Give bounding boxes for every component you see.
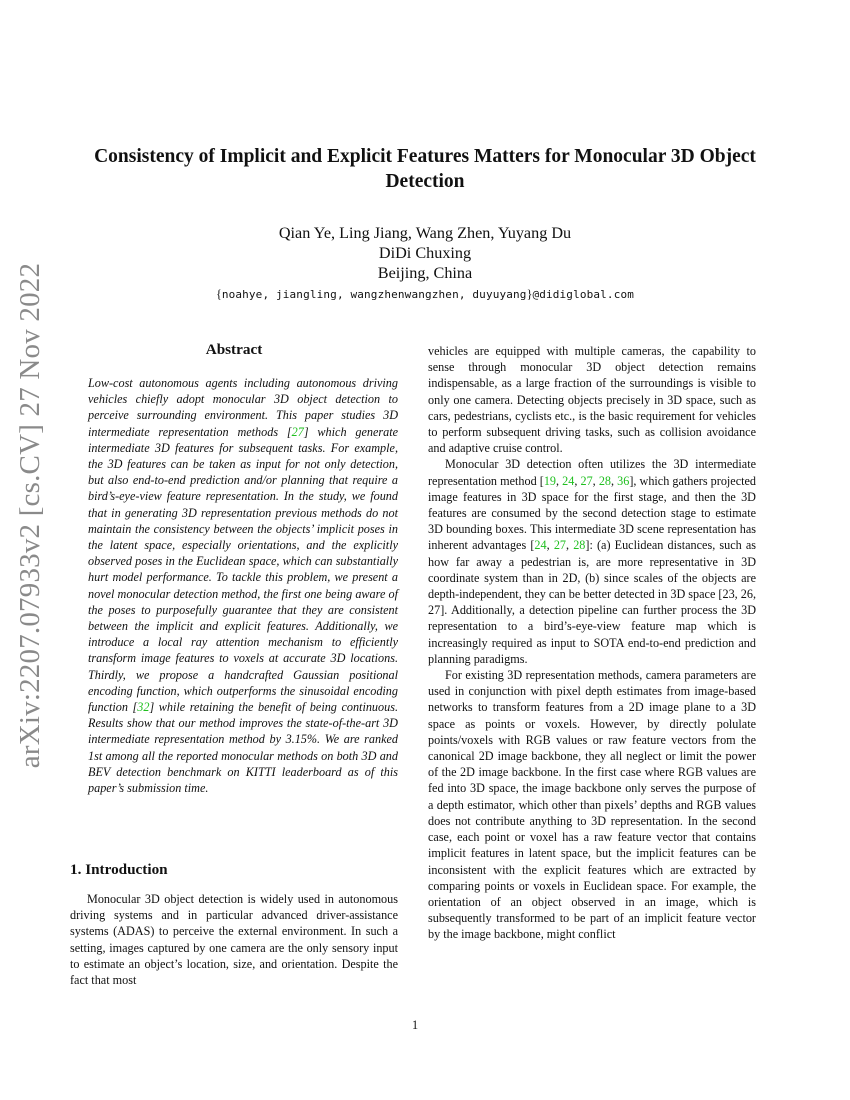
introduction-paragraph: Monocular 3D object detection is widely used in autonomous driving systems and in particular advanced driver-assistance systems (ADAS) to perceive the external environment. In such a setting, images captured by one camera are the only sensory input to estimate an object’s location, size, and orientation. Despite the fact that most xyxy=(70,892,398,988)
citation-link[interactable]: 36 xyxy=(617,473,630,488)
email-domain: @didiglobal.com xyxy=(532,288,635,301)
abstract-text-part: ] while retaining the benefit of being continuous. Results show that our method improves the state-of-the-art 3D intermediate representation method by 3.15%. We are ranked 1st among all the reported monocular methods on both 3D and BEV detection benchmark on KITTI leaderboard as of this paper’s submission time. xyxy=(88,700,398,796)
author-block xyxy=(60,224,790,283)
paragraph-text-part: ]: (a) Euclidean distances, such as how far away a pedestrian is, are more representative in 3D coordinate system than in 2D, (b) since scales of the objects are depth-independent, they can be better detected in 3D space [23, 26, 27]. Additionally, a detection pipeline can further process the 3D representation to a bird’s-eye-view feature map which is increasingly required as input to SOTA end-to-end prediction and planning paradigms. xyxy=(428,538,757,666)
right-column xyxy=(428,343,756,943)
arxiv-stamp xyxy=(5,262,57,768)
abstract-text-part: ] which generate intermediate 3D features for subsequent tasks. For example, the 3D features can be taken as input for not only detection, but also end-to-end prediction and/or planning that require a bird’s-eye-view feature representation. In the study, we found that in generating 3D representation previous methods do not maintain the consistency between the objects’ implicit poses in the latent space, especially orientations, and the explicitly observed poses in the Euclidean space, which can substantially hurt model performance. To tackle this problem, we present a novel monocular detection method, the first one being aware of the poses to purposefully guarantee that they are consistent between the implicit and explicit features. Additionally, we introduce a local ray attention mechanism to efficiently transform image features to voxels at accurate 3D locations. Thirdly, we propose a handcrafted Gaussian positional encoding function, which outperforms the sinusoidal encoding function [ xyxy=(88,424,399,715)
citation-link[interactable]: 32 xyxy=(137,700,150,715)
author-names: Qian Ye, Ling Jiang, Wang Zhen, Yuyang Du xyxy=(278,224,572,242)
citation-link[interactable]: 24 xyxy=(562,473,575,488)
paragraph-text-part: Monocular 3D detection often utilizes the 3D intermediate representation method [ xyxy=(428,457,756,488)
citation-link[interactable]: 28 xyxy=(598,473,611,488)
author-emails xyxy=(60,287,790,302)
email-brace-open: { xyxy=(215,287,222,301)
introduction-heading: 1. Introduction xyxy=(70,861,168,878)
citation-link[interactable]: 24 xyxy=(534,538,547,553)
citation-link[interactable]: 27 xyxy=(580,473,593,488)
paragraph-text-part: ], which gathers projected image features in 3D space for the first stage, and then the 3D features are consumed by the second detection stage to estimate 3D bounding boxes. This intermediate 3D scene representation has inherent advantages [ xyxy=(428,473,757,553)
author-location: Beijing, China xyxy=(377,263,473,282)
abstract-text-part: Low-cost autonomous agents including autonomous driving vehicles chiefly adopt monocular 3D object detection to perceive surrounding environment. This paper studies 3D intermediate representation methods [ xyxy=(88,376,398,439)
email-list: noahye, jiangling, wangzhenwangzhen, duyuyang xyxy=(221,288,527,301)
email-brace-close: } xyxy=(526,287,533,301)
citation-link[interactable]: 27 xyxy=(291,424,304,439)
citation-link[interactable]: 27 xyxy=(553,538,566,553)
citation-link[interactable]: 19 xyxy=(543,473,557,488)
abstract-heading: Abstract xyxy=(205,341,263,358)
author-affiliation: DiDi Chuxing xyxy=(378,243,472,262)
abstract-body xyxy=(88,375,398,796)
citation-link[interactable]: 28 xyxy=(573,538,586,553)
paper-title: Consistency of Implicit and Explicit Features Matters for Monocular 3D Object Detection xyxy=(94,146,756,192)
right-paragraph: Monocular 3D detection often utilizes the 3D intermediate representation method [19, 24, 27, 28, 36], which gathers projected image features in 3D space for the first stage, and then the 3D features are consumed by the second detection stage to estimate 3D bounding boxes. This intermediate 3D scene representation has inherent advantages [24, 27, 28]: (a) Euclidean distances, such as how far away a pedestrian is, are more representative in 3D coordinate system than in 2D, (b) since scales of the objects are depth-independent, they can be better detected in 3D space [23, 26, 27]. Additionally, a detection pipeline can further process the 3D representation to a bird’s-eye-view feature map which is increasingly required as input to SOTA end-to-end prediction and planning paradigms. xyxy=(428,457,757,666)
arxiv-id-text: arXiv:2207.07933v2 [cs.CV] 27 Nov 2022 xyxy=(14,262,47,768)
right-paragraph: For existing 3D representation methods, camera parameters are used in conjunction with pixel depth estimates from image-based networks to transform features from a 2D image plane to a 3D space as points or voxels. However, by directly polulate points/voxels with RGB values or raw feature vectors from the canonical 2D image backbone, they all neglect or limit the power of the 2D image backbone. In the first case where RGB values are fed into 3D space, the image backbone only serves the purpose of a depth estimator, which other than pixels’ depths and RGB values does not contribute anything to 3D representation. In the second case, each point or voxel has a raw feature vector that contains implicit features in latent space, but the implicit features can be inconsistent with the explicit features which are extracted by comparing points or voxels in Euclidean space. For example, the orientation of an object observed in an image, which is subsequently transformed to be part of an implicit feature vector by the image backbone, might conflict xyxy=(428,668,756,942)
page-number: 1 xyxy=(411,1018,419,1032)
right-paragraph: vehicles are equipped with multiple cameras, the capability to sense through monocular 3D object detection remains indispensable, as a large fraction of the surroundings is visible to only one camera. Detecting objects precisely in 3D space, such as cars, pedestrians, cyclists etc., is the basic requirement for vehicles to perform subsequent driving tasks, such as collision avoidance and adaptive cruise control. xyxy=(428,344,756,456)
